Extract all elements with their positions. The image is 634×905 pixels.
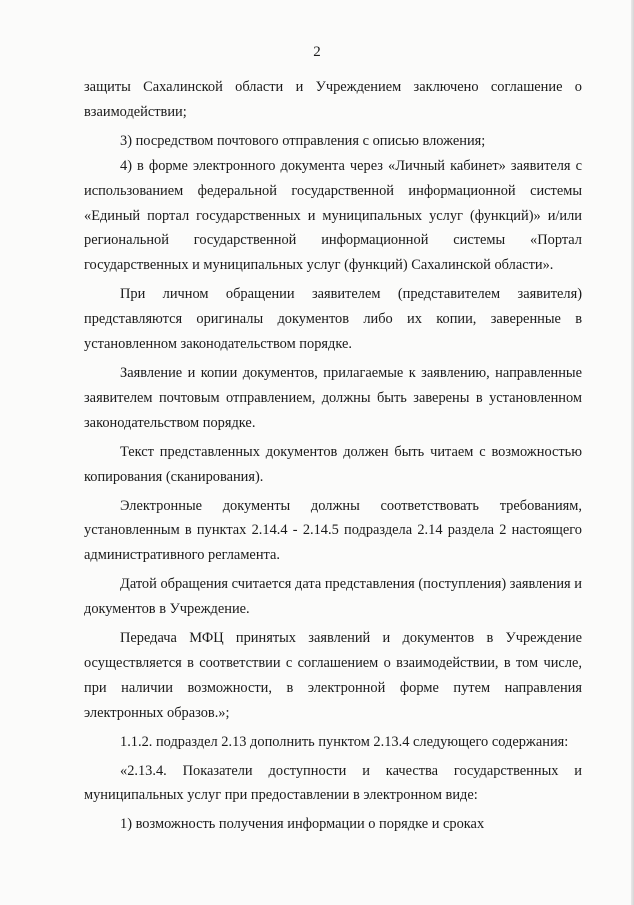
paragraph-text-readability: Текст представленных документов должен быть читаем с возможностью копирования (сканирования).	[84, 443, 582, 485]
paragraph-continuation: защиты Сахалинской области и Учреждением заключено соглашение о взаимодействии;	[84, 79, 582, 120]
paragraph-request-date: Датой обращения считается дата представления (поступления) заявления и документов в Учреждение.	[84, 576, 582, 618]
paragraph-item-4: 4) в форме электронного документа через «Личный кабинет» заявителя с использованием федеральной государственной информационной системы «Единый портал государственных и муниципальных услуг (функций)» и/или региональной государственной информационной системы «Портал государственных и муниципальных услуг (функций) Сахалинской области».	[84, 157, 582, 274]
paragraph-postal-documents: Заявление и копии документов, прилагаемые к заявлению, направленные заявителем почтовым отправлением, должны быть заверены в установленном законодательством порядке.	[84, 364, 582, 431]
page-number: 2	[313, 44, 321, 60]
paragraph-item-1: 1) возможность получения информации о порядке и сроках	[120, 816, 485, 833]
paragraph-electronic-documents: Электронные документы должны соответствовать требованиям, установленным в пунктах 2.14.4 - 2.14.5 подраздела 2.14 раздела 2 настоящего административного регламента.	[84, 497, 582, 564]
paragraph-mfc-transfer: Передача МФЦ принятых заявлений и документов в Учреждение осуществляется в соответствии с соглашением о взаимодействии, в том числе, при наличии возможности, в электронной форме путем направления электронных образов.»;	[84, 630, 582, 721]
paragraph-amendment-1-1-2: 1.1.2. подраздел 2.13 дополнить пунктом 2.13.4 следующего содержания:	[120, 733, 569, 750]
document-body	[84, 75, 582, 837]
paragraph-item-3: 3) посредством почтового отправления с описью вложения;	[120, 132, 486, 149]
paragraph-personal-request: При личном обращении заявителем (представителем заявителя) представляются оригиналы документов либо их копии, заверенные в установленном законодательством порядке.	[84, 286, 582, 353]
paragraph-section-2-13-4: «2.13.4. Показатели доступности и качества государственных и муниципальных услуг при предоставлении в электронном виде:	[84, 762, 582, 804]
